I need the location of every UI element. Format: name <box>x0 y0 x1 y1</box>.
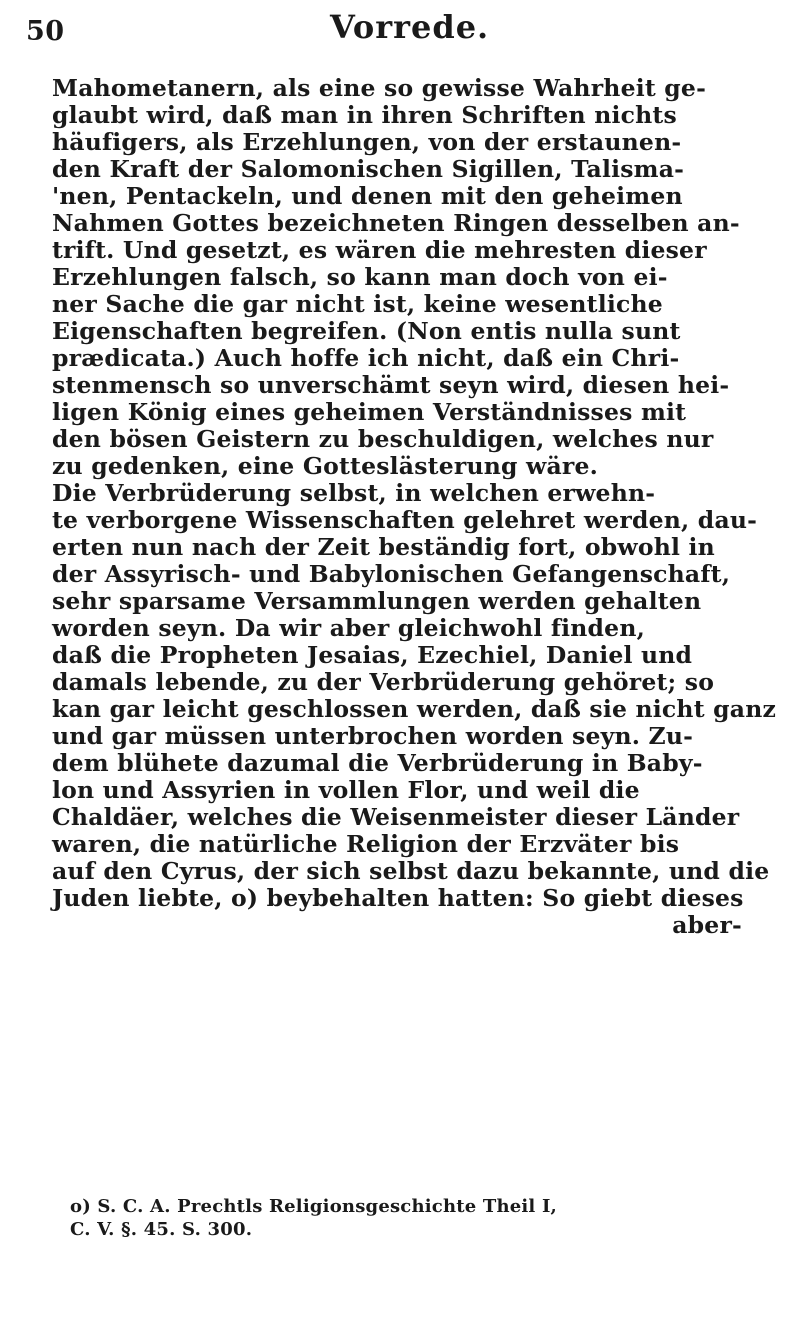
text-line: prædicata.) Auch hoffe ich nicht, daß ein Chri- <box>52 344 680 372</box>
text-line: ligen König eines geheimen Verständnisses mit <box>52 398 687 426</box>
running-head: Vorrede. <box>330 8 490 46</box>
footnote <box>70 1195 720 1241</box>
text-line: der Assyrisch- und Babylonischen Gefangenschaft, <box>52 560 731 588</box>
text-line: waren, die natürliche Religion der Erzväter bis <box>52 830 680 858</box>
text-line: damals lebende, zu der Verbrüderung gehöret; so <box>52 668 715 696</box>
footnote-line: C. V. §. 45. S. 300. <box>70 1219 253 1240</box>
text-line: te verborgene Wissenschaften gelehret werden, dau- <box>52 506 758 534</box>
text-line: den Kraft der Salomonischen Sigillen, Talisma- <box>52 155 685 183</box>
text-line: häufigers, als Erzehlungen, von der erstaunen- <box>52 128 682 156</box>
text-line: auf den Cyrus, der sich selbst dazu bekannte, und die <box>52 857 770 885</box>
text-line: Chaldäer, welches die Weisenmeister dieser Länder <box>52 803 740 831</box>
text-line: glaubt wird, daß man in ihren Schriften nichts <box>52 101 677 129</box>
text-line: Nahmen Gottes bezeichneten Ringen desselben an- <box>52 209 740 237</box>
text-line: Erzehlungen falsch, so kann man doch von ei- <box>52 263 668 291</box>
text-line: daß die Propheten Jesaias, Ezechiel, Daniel und <box>52 641 693 669</box>
text-line: Eigenschaften begreifen. (Non entis nulla sunt <box>52 317 681 345</box>
text-line: dem blühete dazumal die Verbrüderung in Baby- <box>52 749 703 777</box>
footnote-line: o) S. C. A. Prechtls Religionsgeschichte Theil I, <box>70 1196 558 1217</box>
text-line: trift. Und gesetzt, es wären die mehresten dieser <box>52 236 707 264</box>
text-line: Mahometanern, als eine so gewisse Wahrheit ge- <box>52 74 707 102</box>
text-line: den bösen Geistern zu beschuldigen, welches nur <box>52 425 714 453</box>
text-line: stenmensch so unverschämt seyn wird, diesen hei- <box>52 371 730 399</box>
text-line: 'nen, Pentackeln, und denen mit den geheimen <box>52 182 683 210</box>
body-text <box>52 74 777 939</box>
page-number: 50 <box>26 16 65 47</box>
text-line: zu gedenken, eine Gotteslästerung wäre. <box>52 452 599 480</box>
text-line: sehr sparsame Versammlungen werden gehalten <box>52 587 702 615</box>
text-line: worden seyn. Da wir aber gleichwohl finden, <box>52 614 646 642</box>
text-line: lon und Assyrien in vollen Flor, und weil die <box>52 776 640 804</box>
text-line: Die Verbrüderung selbst, in welchen erwehn- <box>52 479 656 507</box>
catchword: aber- <box>672 911 742 939</box>
text-line: Juden liebte, o) beybehalten hatten: So giebt dieses <box>52 884 744 912</box>
text-line: erten nun nach der Zeit beständig fort, obwohl in <box>52 533 715 561</box>
text-line: kan gar leicht geschlossen werden, daß sie nicht ganz <box>52 695 777 723</box>
text-line: ner Sache die gar nicht ist, keine wesentliche <box>52 290 663 318</box>
text-line: und gar müssen unterbrochen worden seyn. Zu- <box>52 722 694 750</box>
